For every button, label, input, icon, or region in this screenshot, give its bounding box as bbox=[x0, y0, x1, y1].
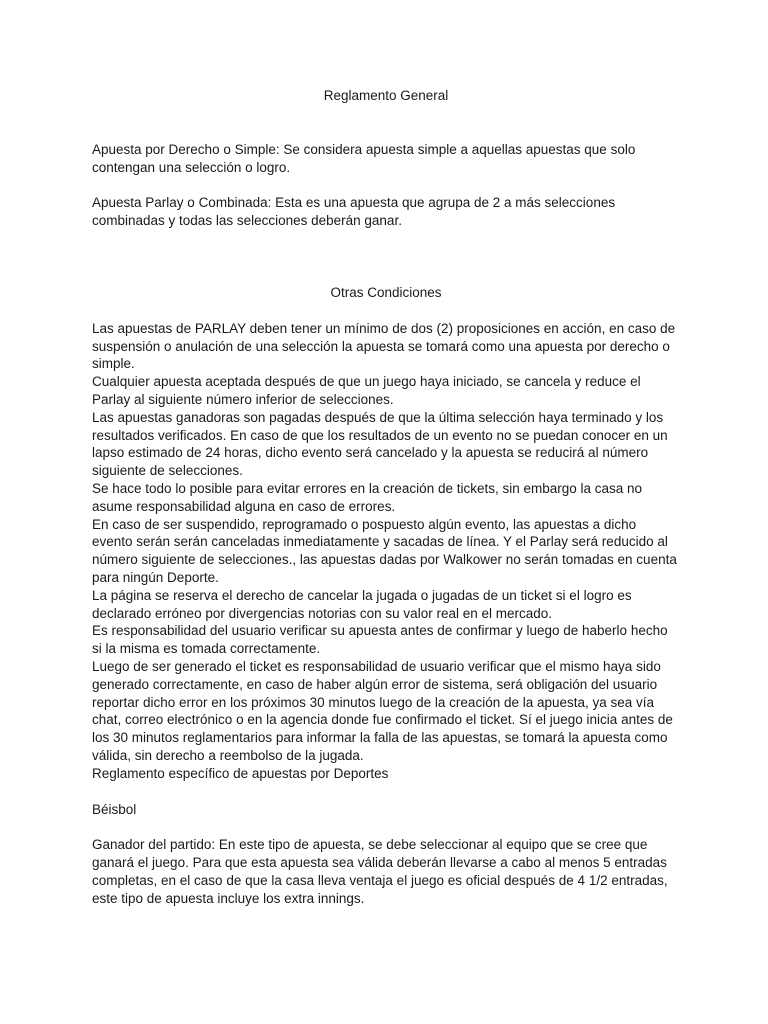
paragraph-apuesta-simple: Apuesta por Derecho o Simple: Se considera apuesta simple a aquellas apuestas que solo contengan una selección o logro. bbox=[92, 141, 636, 175]
document-page bbox=[92, 87, 680, 907]
title-otras-condiciones: Otras Condiciones bbox=[330, 284, 442, 300]
heading-beisbol: Béisbol bbox=[92, 801, 137, 817]
paragraph-ganador-partido: Ganador del partido: En este tipo de apuesta, se debe seleccionar al equipo que se cree que ganará el juego. Para que esta apuesta sea válida deberán llevarse a cabo al menos 5 entradas completas, en el caso de que la casa lleva ventaja el juego es oficial después de 4 1/2 entradas, este tipo de apuesta incluye los extra innings. bbox=[92, 837, 668, 906]
paragraph-condicion-responsabilidad: Es responsabilidad del usuario verificar su apuesta antes de confirmar y luego de haberlo hecho si la misma es tomada correctamente. bbox=[92, 623, 668, 657]
paragraph-condicion-logro-erroneo: La página se reserva el derecho de cancelar la jugada o jugadas de un ticket si el logro es declarado erróneo por divergencias notorias con su valor real en el mercado. bbox=[92, 587, 632, 621]
paragraph-condicion-errores: Se hace todo lo posible para evitar errores en la creación de tickets, sin embargo la casa no asume responsabilidad alguna en caso de errores. bbox=[92, 480, 643, 514]
paragraph-condicion-pago-ganadoras: Las apuestas ganadoras son pagadas después de que la última selección haya terminado y los resultados verificados. En caso de que los resultados de un evento no se puedan conocer en un lapso estimado de 24 horas, dicho evento será cancelado y la apuesta se reducirá al número siguiente de selecciones. bbox=[92, 409, 668, 479]
paragraph-apuesta-parlay: Apuesta Parlay o Combinada: Esta es una apuesta que agrupa de 2 a más selecciones combinadas y todas las selecciones deberán ganar. bbox=[92, 195, 616, 229]
paragraph-reglamento-especifico: Reglamento específico de apuestas por Deportes bbox=[92, 765, 389, 781]
paragraph-condicion-juego-iniciado: Cualquier apuesta aceptada después de que un juego haya iniciado, se cancela y reduce el Parlay al siguiente número inferior de selecciones. bbox=[92, 374, 641, 407]
paragraph-condicion-verificacion-ticket: Luego de ser generado el ticket es responsabilidad de usuario verificar que el mismo haya sido generado correctamente, en caso de haber algún error de sistema, será obligación del usuario reportar dicho error en los próximos 30 minutos luego de la creación de la apuesta, ya sea vía chat, correo electrónico o en la agencia donde fue confirmado el ticket. Sí el juego inicia antes de los 30 minutos reglamentarios para informar la falla de las apuestas, se tomará la apuesta como válida, sin derecho a reembolso de la jugada. bbox=[92, 658, 673, 763]
paragraph-condicion-parlay-minimo: Las apuestas de PARLAY deben tener un mínimo de dos (2) proposiciones en acción, en caso de suspensión o anulación de una selección la apuesta se tomará como una apuesta por derecho o simple. bbox=[92, 320, 676, 372]
title-reglamento-general: Reglamento General bbox=[323, 88, 449, 103]
paragraph-condicion-suspension: En caso de ser suspendido, reprogramado o pospuesto algún evento, las apuestas a dicho evento serán serán canceladas inmediatamente y sacadas de línea. Y el Parlay será reducido al número siguiente de selecciones., las apuestas dadas por Walkower no serán tomadas en cuenta para ningún Deporte. bbox=[92, 516, 677, 585]
